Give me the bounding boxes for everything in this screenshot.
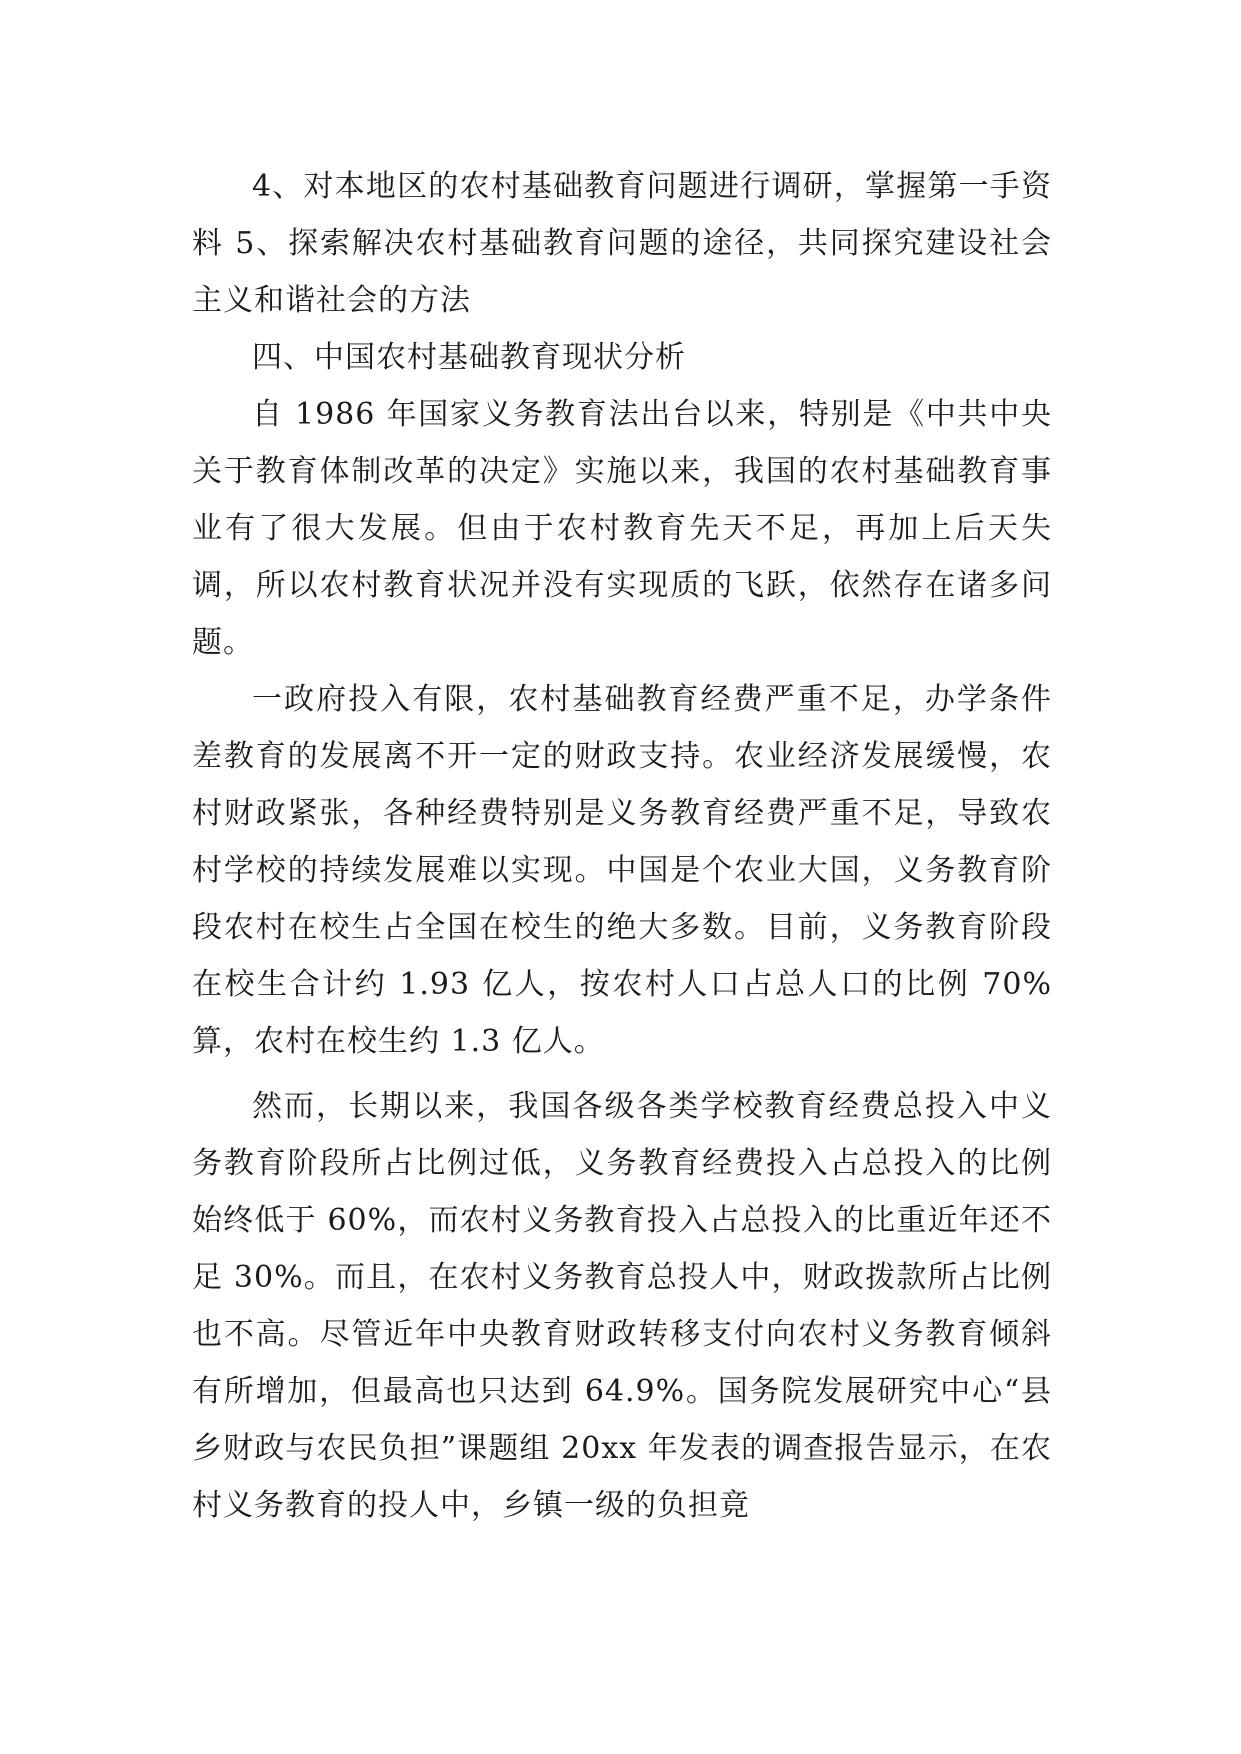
paragraph-background: 自 1986 年国家义务教育法出台以来，特别是《中共中央关于教育体制改革的决定》实施以来，我国的农村基础教育事业有了很大发展。但由于农村教育先天不足，再加上后天失调，所以农村教育状况并没有实现质的飞跃，依然存在诸多问题。 (192, 397, 1052, 660)
paragraph-funding-ratio: 然而，长期以来，我国各级各类学校教育经费总投入中义务教育阶段所占比例过低，义务教育经费投入占总投入的比例始终低于 60%，而农村义务教育投入占总投入的比重近年还不足 30%。而且，在农村义务教育总投人中，财政拨款所占比例也不高。尽管近年中央教育财政转移支付向农村义务教育倾斜有所增加，但最高也只达到 64.9%。国务院发展研究中心“县乡财政与农民负担”课题组 20xx 年发表的调查报告显示，在农村义务教育的投人中，乡镇一级的负担竟 (192, 1089, 1052, 1523)
section-heading: 四、中国农村基础教育现状分析 (252, 340, 686, 375)
paragraph-funding-shortage: 一政府投入有限，农村基础教育经费严重不足，办学条件差教育的发展离不开一定的财政支持。农业经济发展缓慢，农村财政紧张，各种经费特别是义务教育经费严重不足，导致农村学校的持续发展难以实现。中国是个农业大国，义务教育阶段农村在校生占全国在校生的绝大多数。目前，义务教育阶段在校生合计约 1.93 亿人，按农村人口占总人口的比例 70%算，农村在校生约 1.3 亿人。 (192, 682, 1052, 1059)
document-body (192, 158, 1052, 1534)
paragraph-research-goals: 4、对本地区的农村基础教育问题进行调研，掌握第一手资料 5、探索解决农村基础教育问题的途径，共同探究建设社会主义和谐社会的方法 (192, 169, 1052, 318)
